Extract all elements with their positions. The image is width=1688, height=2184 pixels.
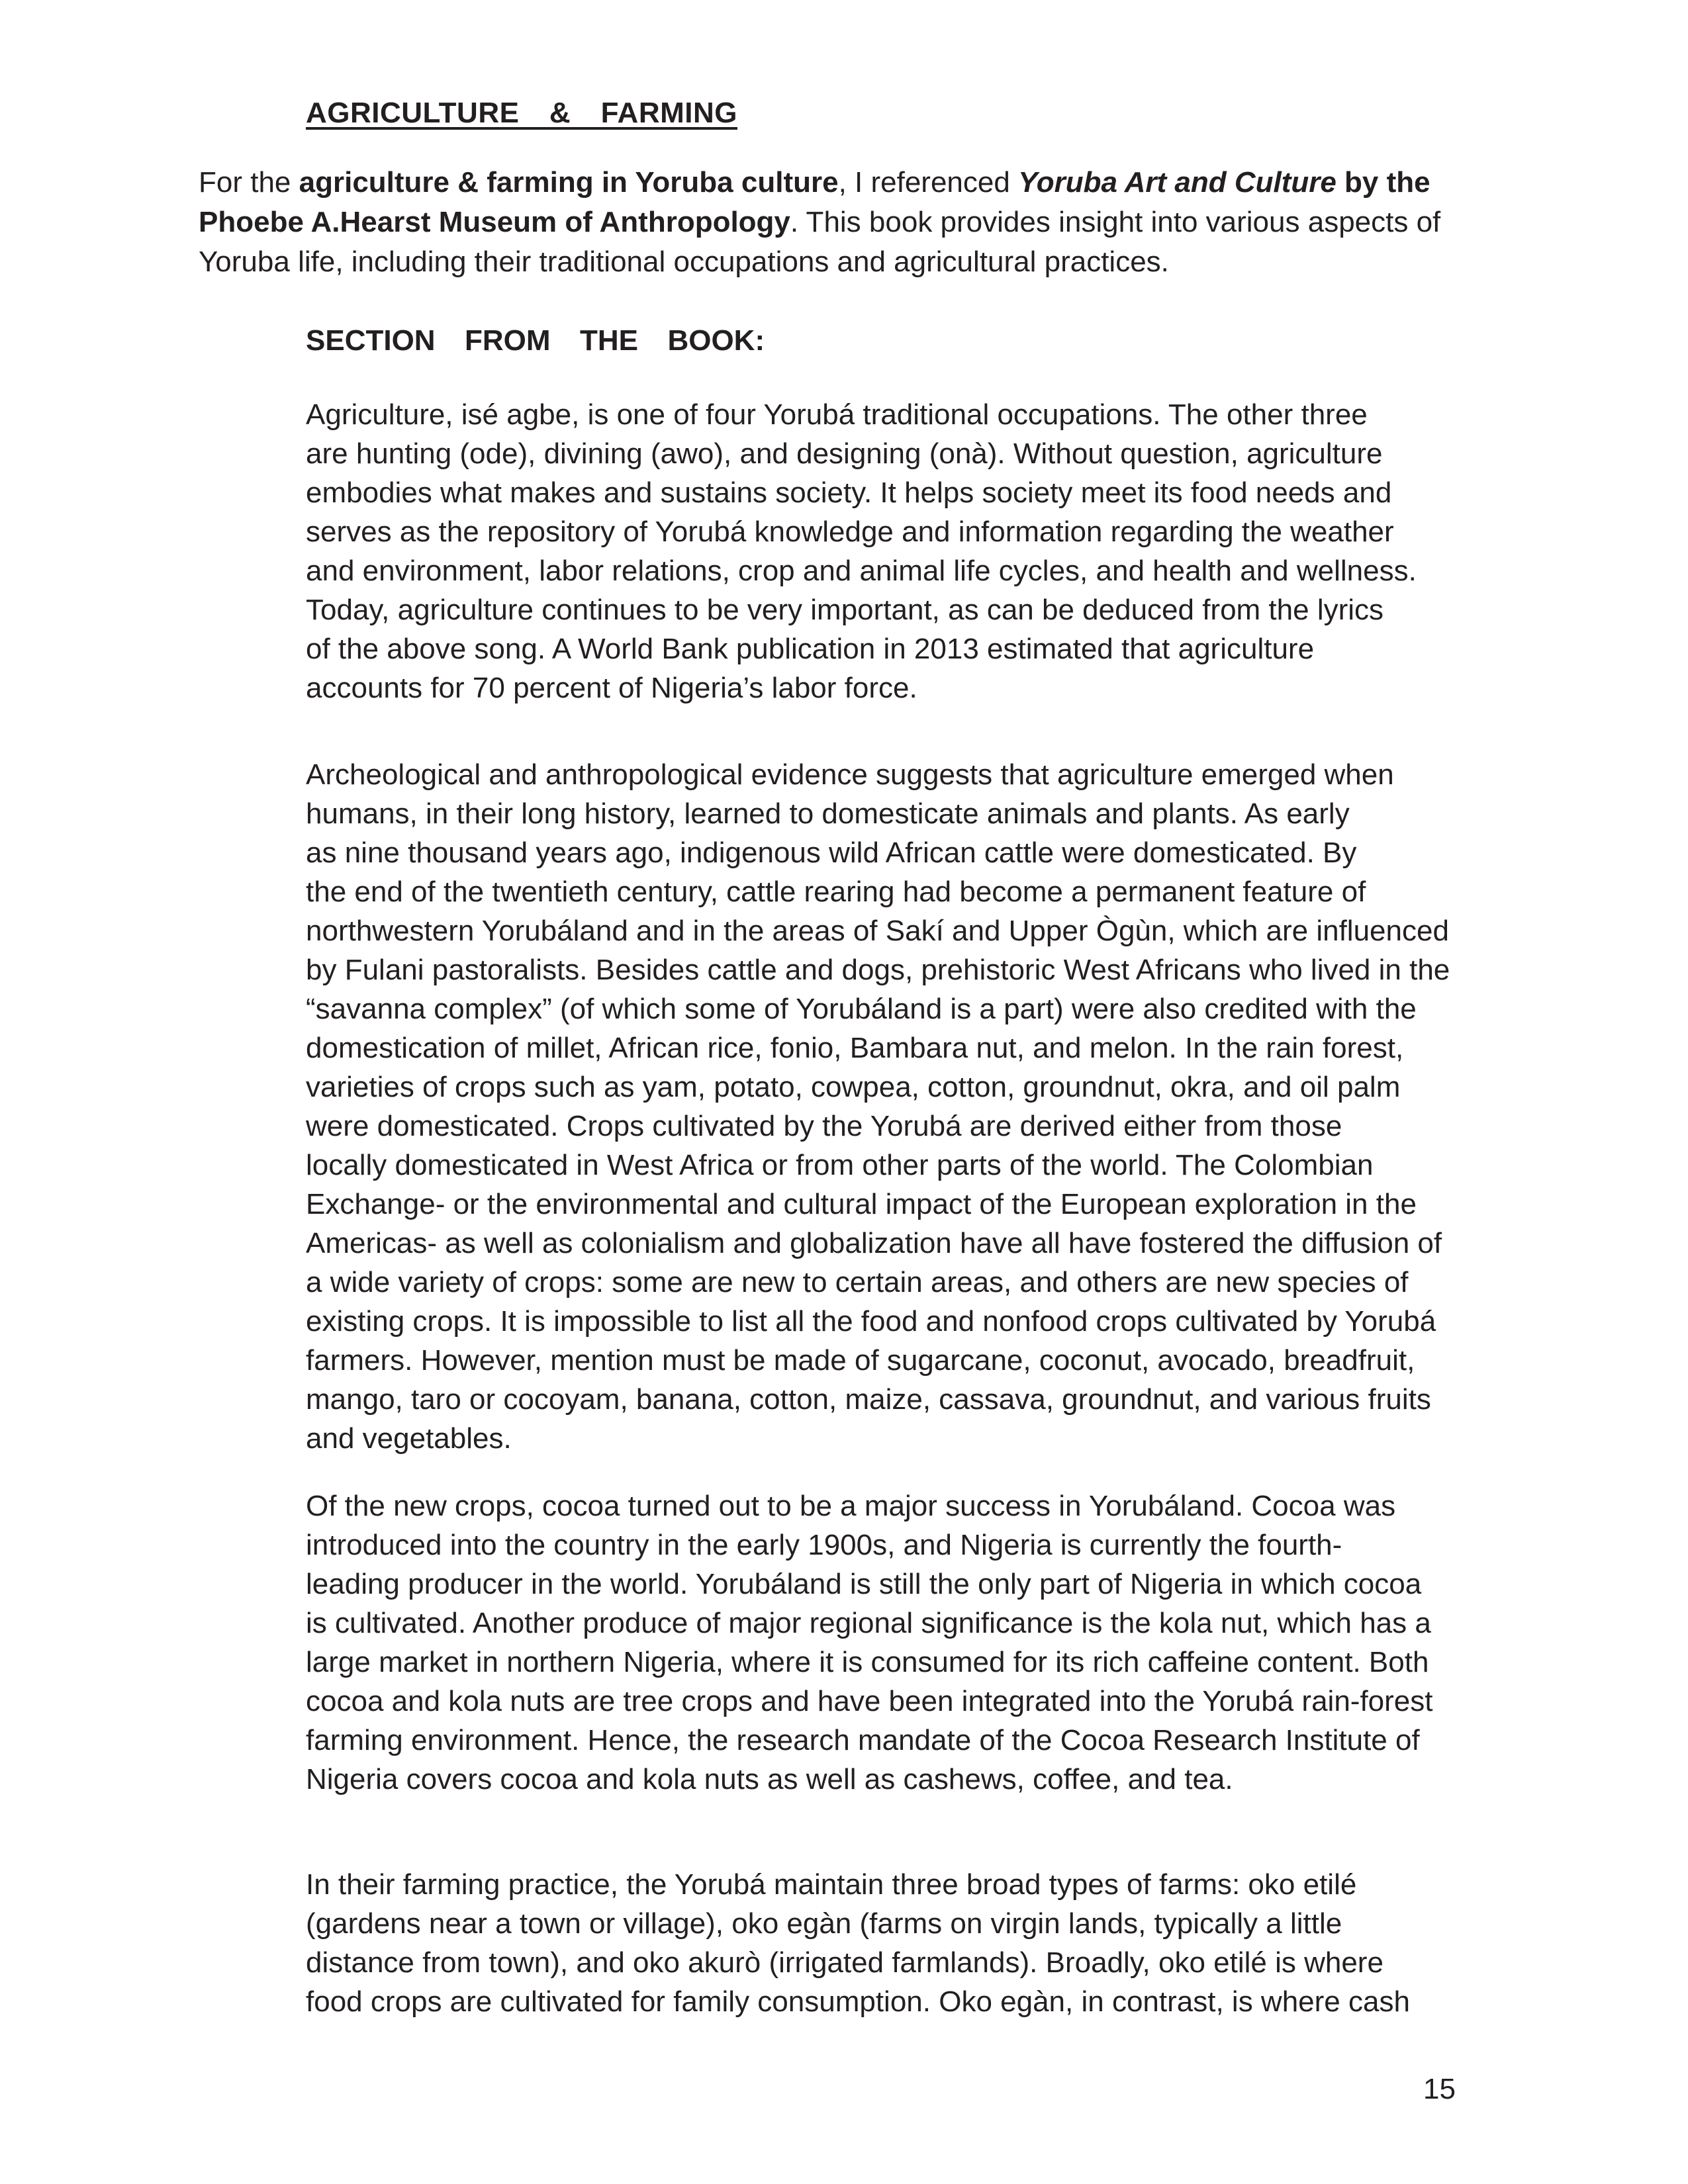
intro-text: . This book provides insight into various aspects of xyxy=(790,206,1441,238)
text-line: cocoa and kola nuts are tree crops and have been integrated into the Yorubá rain-forest xyxy=(306,1685,1433,1717)
text-line: introduced into the country in the early 1900s, and Nigeria is currently the fourth- xyxy=(306,1529,1342,1561)
text-line: accounts for 70 percent of Nigeria’s labor force. xyxy=(306,672,917,704)
intro-topic-bold: agriculture & farming in Yoruba culture xyxy=(299,166,839,199)
book-paragraph-1 xyxy=(306,395,1497,707)
text-line: (gardens near a town or village), oko egàn (farms on virgin lands, typically a little xyxy=(306,1907,1342,1940)
book-paragraph-3 xyxy=(306,1486,1497,1799)
text-line: humans, in their long history, learned to domesticate animals and plants. As early xyxy=(306,797,1350,830)
text-line: large market in northern Nigeria, where it is consumed for its rich caffeine content. Both xyxy=(306,1646,1429,1678)
text-line: as nine thousand years ago, indigenous wild African cattle were domesticated. By xyxy=(306,837,1357,869)
text-line: Nigeria covers cocoa and kola nuts as well as cashews, coffee, and tea. xyxy=(306,1763,1233,1796)
text-line: locally domesticated in West Africa or from other parts of the world. The Colombian xyxy=(306,1149,1374,1181)
text-line: Archeological and anthropological evidence suggests that agriculture emerged when xyxy=(306,758,1394,791)
intro-line xyxy=(199,163,1523,203)
intro-source-bold: by the xyxy=(1336,166,1430,199)
text-line: “savanna complex” (of which some of Yorubáland is a part) were also credited with the xyxy=(306,993,1417,1025)
section-heading: SECTION FROM THE BOOK: xyxy=(306,324,765,357)
book-title: Yoruba Art and Culture xyxy=(1018,166,1336,199)
intro-paragraph xyxy=(199,163,1523,282)
text-line: by Fulani pastoralists. Besides cattle and dogs, prehistoric West Africans who lived in the xyxy=(306,954,1450,986)
text-line: Agriculture, isé agbe, is one of four Yorubá traditional occupations. The other three xyxy=(306,398,1368,431)
text-line: varieties of crops such as yam, potato, cowpea, cotton, groundnut, okra, and oil palm xyxy=(306,1071,1401,1103)
page-number: 15 xyxy=(1423,2073,1456,2105)
text-line: Of the new crops, cocoa turned out to be a major success in Yorubáland. Cocoa was xyxy=(306,1490,1396,1522)
book-paragraph-4 xyxy=(306,1865,1497,2021)
text-line: and vegetables. xyxy=(306,1422,512,1455)
text-line: a wide variety of crops: some are new to certain areas, and others are new species of xyxy=(306,1266,1409,1298)
text-line: Exchange- or the environmental and cultural impact of the European exploration in the xyxy=(306,1188,1417,1220)
text-line: and environment, labor relations, crop and animal life cycles, and health and wellness. xyxy=(306,555,1417,587)
text-line: distance from town), and oko akurò (irrigated farmlands). Broadly, oko etilé is where xyxy=(306,1946,1383,1979)
text-line: In their farming practice, the Yorubá maintain three broad types of farms: oko etilé xyxy=(306,1868,1357,1901)
book-paragraph-2 xyxy=(306,755,1497,1458)
text-line: domestication of millet, African rice, fonio, Bambara nut, and melon. In the rain forest, xyxy=(306,1032,1404,1064)
intro-text: Yoruba life, including their traditional occupations and agricultural practices. xyxy=(199,246,1169,278)
text-line: mango, taro or cocoyam, banana, cotton, maize, cassava, groundnut, and various fruits xyxy=(306,1383,1431,1416)
text-line: embodies what makes and sustains society. It helps society meet its food needs and xyxy=(306,477,1392,509)
intro-text: , I referenced xyxy=(838,166,1019,199)
text-line: existing crops. It is impossible to list all the food and nonfood crops cultivated by Yorubá xyxy=(306,1305,1436,1338)
intro-line xyxy=(199,242,1523,282)
museum-name: Phoebe A.Hearst Museum of Anthropology xyxy=(199,206,790,238)
text-line: farmers. However, mention must be made of sugarcane, coconut, avocado, breadfruit, xyxy=(306,1344,1415,1377)
intro-line xyxy=(199,203,1523,242)
text-line: food crops are cultivated for family consumption. Oko egàn, in contrast, is where cash xyxy=(306,1985,1410,2018)
text-line: the end of the twentieth century, cattle rearing had become a permanent feature of xyxy=(306,876,1366,908)
text-line: Americas- as well as colonialism and globalization have all have fostered the diffusion of xyxy=(306,1227,1442,1259)
page-heading: AGRICULTURE & FARMING xyxy=(306,97,737,129)
text-line: farming environment. Hence, the research mandate of the Cocoa Research Institute of xyxy=(306,1724,1420,1756)
text-line: are hunting (ode), divining (awo), and designing (onà). Without question, agriculture xyxy=(306,437,1383,470)
text-line: leading producer in the world. Yorubáland is still the only part of Nigeria in which cocoa xyxy=(306,1568,1422,1600)
intro-text: For the xyxy=(199,166,299,199)
text-line: Today, agriculture continues to be very important, as can be deduced from the lyrics xyxy=(306,594,1384,626)
text-line: is cultivated. Another produce of major regional significance is the kola nut, which has a xyxy=(306,1607,1431,1639)
text-line: of the above song. A World Bank publication in 2013 estimated that agriculture xyxy=(306,633,1315,665)
text-line: serves as the repository of Yorubá knowledge and information regarding the weather xyxy=(306,516,1394,548)
text-line: were domesticated. Crops cultivated by the Yorubá are derived either from those xyxy=(306,1110,1342,1142)
text-line: northwestern Yorubáland and in the areas of Sakí and Upper Ògùn, which are influenced xyxy=(306,915,1449,947)
